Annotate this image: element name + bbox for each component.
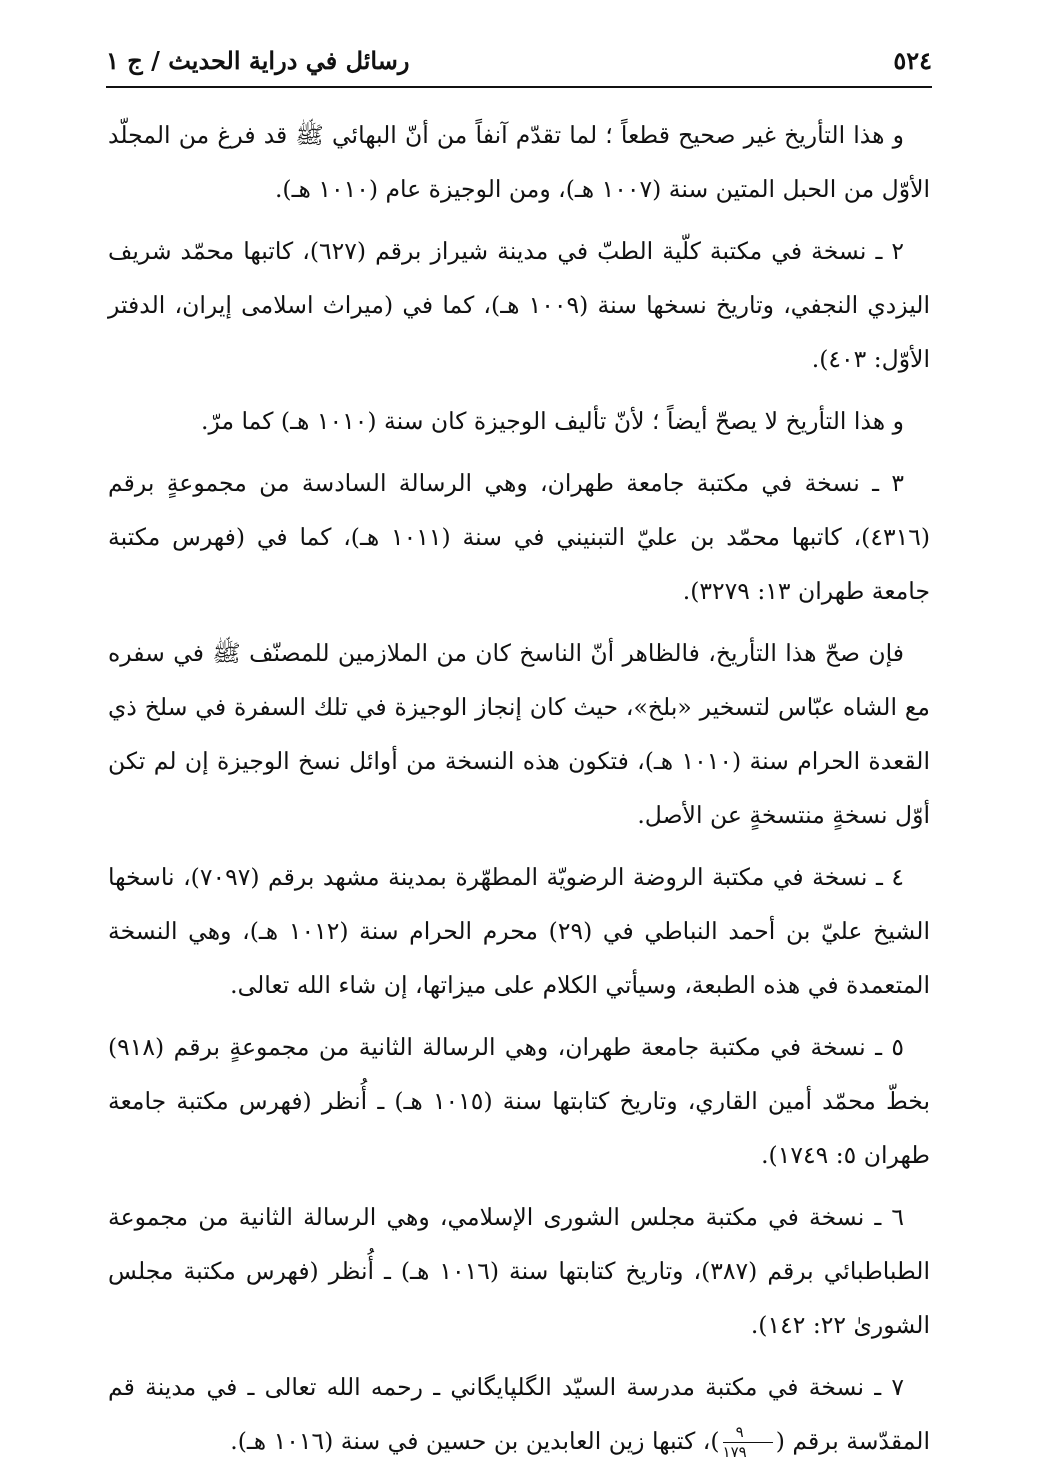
page-header: [106, 36, 932, 84]
paragraph-9-start: ٧ ـ نسخة في مكتبة مدرسة السيّد الگلپايگاني ـ رحمه الله تعالى ـ في مدينة قم المقدّسة برقم (: [108, 1373, 930, 1455]
paragraph-6: ٤ ـ نسخة في مكتبة الروضة الرضويّة المطهّرة بمدينة مشهد برقم (٧٠٩٧)، ناسخها الشيخ عليّ بن أحمد النباطي في (٢٩) محرم الحرام سنة (١٠١٢ هـ)، وهي النسخة المتعمدة في هذه الطبعة، وسيأتي الكلام على ميزاتها، إن شاء الله تعالى.: [108, 863, 930, 999]
page-number: ٥٢٤: [893, 45, 932, 75]
paragraph-7: ٥ ـ نسخة في مكتبة جامعة طهران، وهي الرسالة الثانية من مجموعةٍ برقم (٩١٨) بخطّ محمّد أمين القاري، وتاريخ كتابتها سنة (١٠١٥ هـ) ـ أُنظر (فهرس مكتبة جامعة طهران ٥: ١٧٤٩).: [108, 1033, 930, 1169]
paragraph-5: فإن صحّ هذا التأريخ، فالظاهر أنّ الناسخ كان من الملازمين للمصنّف ﷺ في سفره مع الشاه عبّاس لتسخير «بلخ»، حيث كان إنجاز الوجيزة في تلك السفرة في سلخ ذي القعدة الحرام سنة (١٠١٠ هـ)، فتكون هذه النسخة من أوائل نسخ الوجيزة إن لم تكن أوّل نسخةٍ منتسخةٍ عن الأصل.: [108, 639, 930, 829]
shelf-number-fraction: [723, 1425, 773, 1460]
body-text: [108, 108, 930, 1476]
fraction-numerator: ٩: [723, 1425, 773, 1443]
header-divider: [106, 86, 932, 88]
paragraph-3: و هذا التأريخ لا يصحّ أيضاً ؛ لأنّ تأليف الوجيزة كان سنة (١٠١٠ هـ) كما مرّ.: [201, 407, 904, 435]
paragraph-9: [108, 1360, 930, 1468]
paragraph-2: ٢ ـ نسخة في مكتبة كلّية الطبّ في مدينة شيراز برقم (٦٢٧)، كاتبها محمّد شريف اليزدي النجفي، وتاريخ نسخها سنة (١٠٠٩ هـ)، كما في (ميراث اسلامى إيران، الدفتر الأوّل: ٤٠٣).: [108, 237, 930, 373]
paragraph-8: ٦ ـ نسخة في مكتبة مجلس الشورى الإسلامي، وهي الرسالة الثانية من مجموعة الطباطبائي برقم (٣٨٧)، وتاريخ كتابتها سنة (١٠١٦ هـ) ـ أُنظر (فهرس مكتبة مجلس الشورىٰ ٢٢: ١٤٢).: [108, 1203, 930, 1339]
paragraph-4: ٣ ـ نسخة في مكتبة جامعة طهران، وهي الرسالة السادسة من مجموعةٍ برقم (٤٣١٦)، كاتبها محمّد بن عليّ التبنيني في سنة (١٠١١ هـ)، كما في (فهرس مكتبة جامعة طهران ١٣: ٣٢٧٩).: [108, 469, 930, 605]
paragraph-1: و هذا التأريخ غير صحيح قطعاً ؛ لما تقدّم آنفاً من أنّ البهائي ﷺ قد فرغ من المجلّد الأوّل من الحبل المتين سنة (١٠٠٧ هـ)، ومن الوجيزة عام (١٠١٠ هـ).: [108, 121, 930, 203]
paragraph-9-end: )، كتبها زين العابدين بن حسين في سنة (١٠١٦ هـ).: [230, 1427, 720, 1455]
fraction-denominator: ١٧٩: [722, 1443, 747, 1461]
book-title: رسائل في دراية الحديث / ج ١: [106, 45, 410, 75]
